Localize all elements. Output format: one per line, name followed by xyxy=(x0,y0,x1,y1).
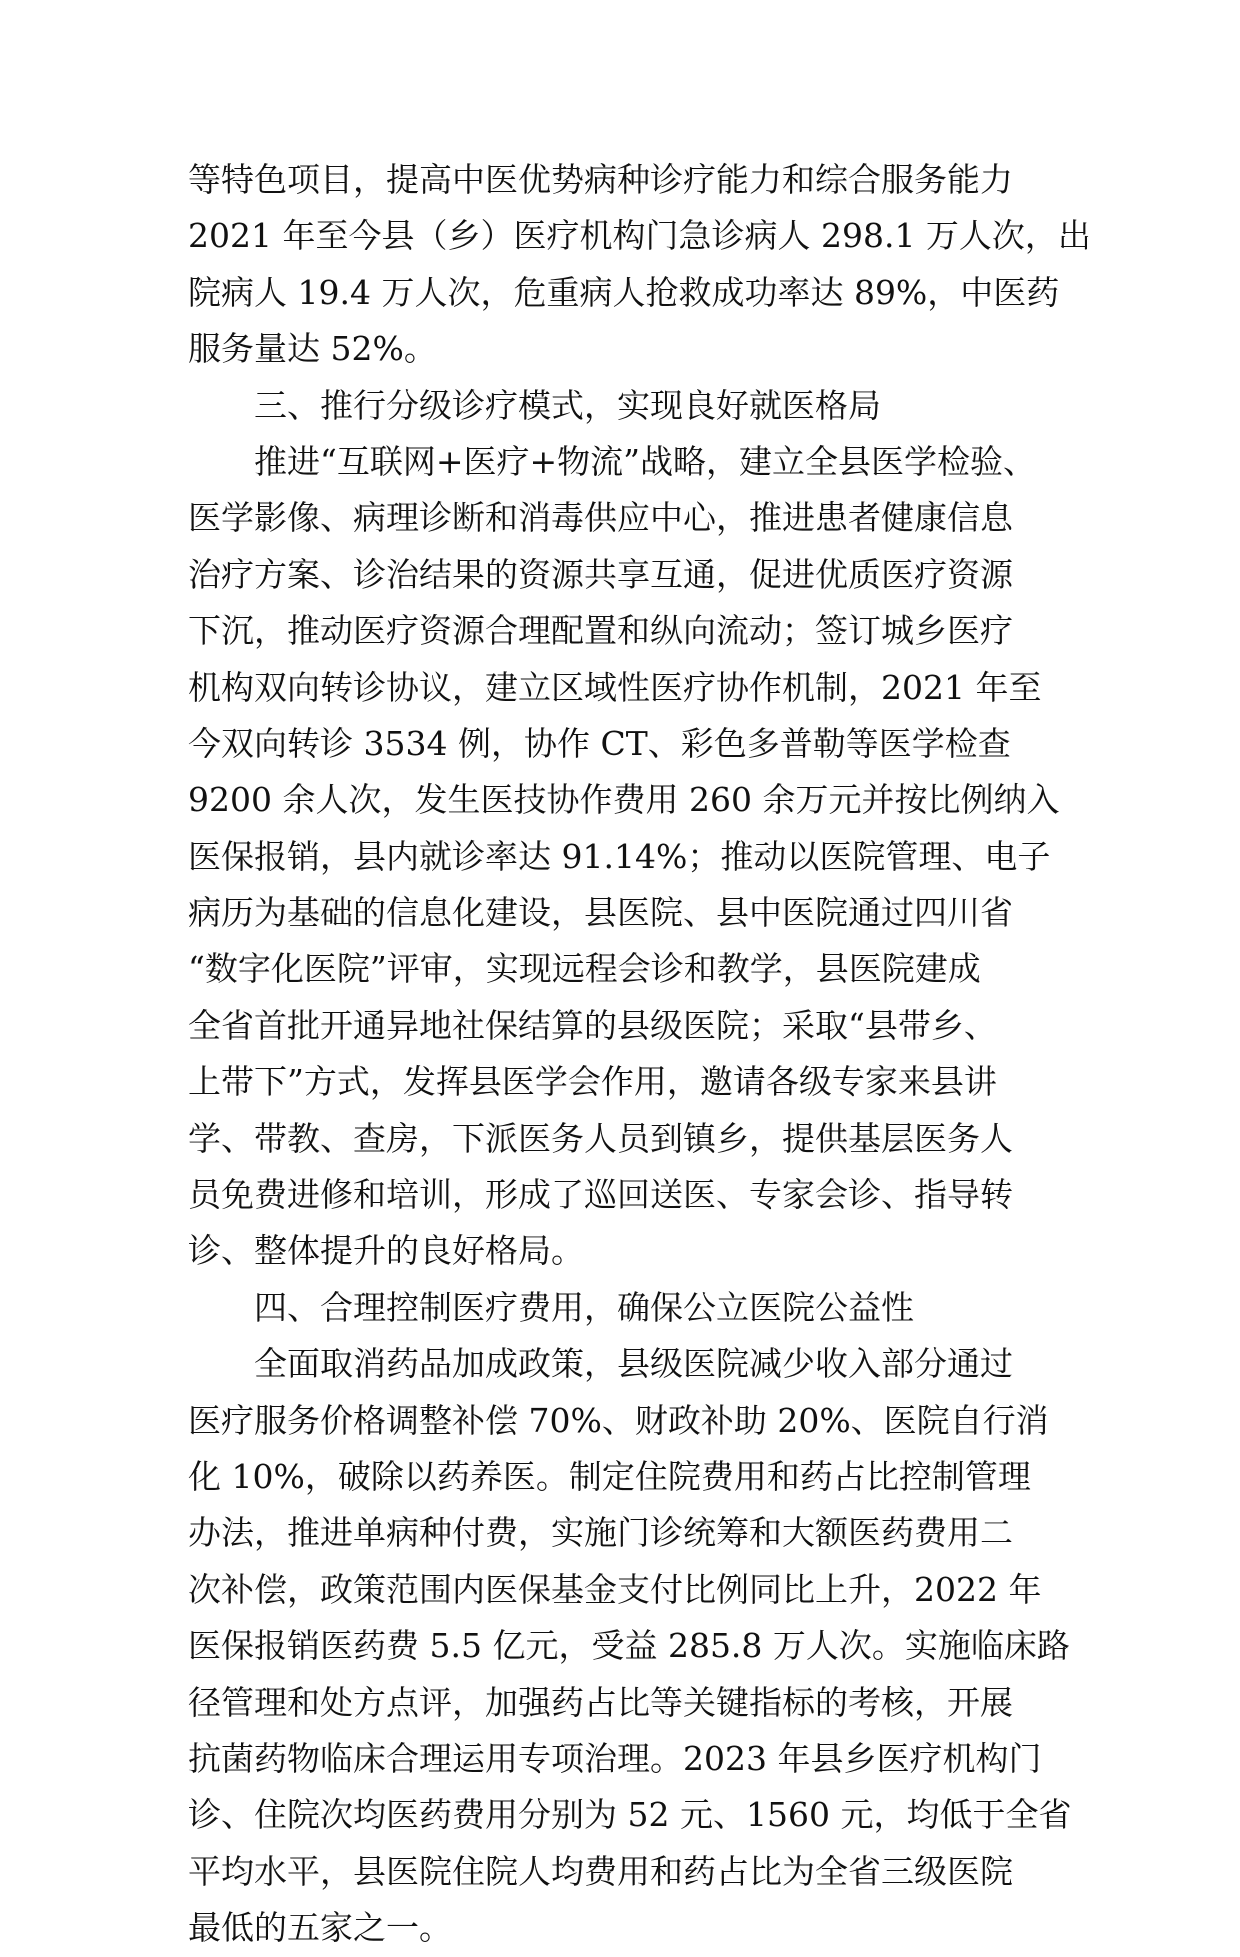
paragraph-section-4 xyxy=(188,1336,1072,1956)
section-heading-4 xyxy=(188,1280,1068,1336)
paragraph-section-3 xyxy=(188,434,1068,1280)
text-line: 医学影像、病理诊断和消毒供应中心，推进患者健康信息 xyxy=(188,498,1013,538)
text-line: 服务量达 52%。 xyxy=(188,329,437,369)
heading-text: 三、推行分级诊疗模式，实现良好就医格局 xyxy=(254,385,881,425)
text-line: 医保报销医药费 5.5 亿元，受益 285.8 万人次。实施临床路 xyxy=(188,1626,1070,1666)
text-line: 上带下”方式，发挥县医学会作用，邀请各级专家来县讲 xyxy=(188,1062,997,1102)
body-text xyxy=(188,152,1091,1957)
paragraph-continuation xyxy=(188,152,1091,378)
text-line: 病历为基础的信息化建设，县医院、县中医院通过四川省 xyxy=(188,893,1013,933)
text-line: 机构双向转诊协议，建立区域性医疗协作机制，2021 年至 xyxy=(188,667,1042,707)
text-line: 次补偿，政策范围内医保基金支付比例同比上升，2022 年 xyxy=(188,1569,1042,1609)
text-line: 径管理和处方点评，加强药占比等关键指标的考核，开展 xyxy=(188,1682,1013,1722)
text-line: 医疗服务价格调整补偿 70%、财政补助 20%、医院自行消 xyxy=(188,1400,1049,1440)
text-line: 推进“互联网+医疗+物流”战略，建立全县医学检验、 xyxy=(254,441,1037,481)
text-line: 9200 余人次，发生医技协作费用 260 余万元并按比例纳入 xyxy=(188,780,1060,820)
text-line: 化 10%，破除以药养医。制定住院费用和药占比控制管理 xyxy=(188,1456,1031,1496)
text-line: 学、带教、查房，下派医务人员到镇乡，提供基层医务人 xyxy=(188,1118,1013,1158)
text-line: 平均水平，县医院住院人均费用和药占比为全省三级医院 xyxy=(188,1851,1013,1891)
text-line: 医保报销，县内就诊率达 91.14%；推动以医院管理、电子 xyxy=(188,836,1051,876)
text-line: 诊、整体提升的良好格局。 xyxy=(188,1231,584,1271)
text-line: “数字化医院”评审，实现远程会诊和教学，县医院建成 xyxy=(188,949,981,989)
text-line: 全面取消药品加成政策，县级医院减少收入部分通过 xyxy=(254,1344,1013,1384)
text-line: 院病人 19.4 万人次，危重病人抢救成功率达 89%，中医药 xyxy=(188,272,1060,312)
text-line: 员免费进修和培训，形成了巡回送医、专家会诊、指导转 xyxy=(188,1175,1013,1215)
heading-text: 四、合理控制医疗费用，确保公立医院公益性 xyxy=(254,1287,914,1327)
text-line: 今双向转诊 3534 例，协作 CT、彩色多普勒等医学检查 xyxy=(188,723,1011,763)
text-line: 2021 年至今县（乡）医疗机构门急诊病人 298.1 万人次，出 xyxy=(188,216,1091,256)
text-line: 诊、住院次均医药费用分别为 52 元、1560 元，均低于全省 xyxy=(188,1795,1072,1835)
section-heading-3 xyxy=(188,378,1068,434)
text-line: 抗菌药物临床合理运用专项治理。2023 年县乡医疗机构门 xyxy=(188,1738,1042,1778)
text-line: 下沉，推动医疗资源合理配置和纵向流动；签订城乡医疗 xyxy=(188,611,1013,651)
text-line: 最低的五家之一。 xyxy=(188,1908,452,1948)
text-line: 办法，推进单病种付费，实施门诊统筹和大额医药费用二 xyxy=(188,1513,1013,1553)
text-line: 等特色项目，提高中医优势病种诊疗能力和综合服务能力 xyxy=(188,160,1013,199)
text-line: 治疗方案、诊治结果的资源共享互通，促进优质医疗资源 xyxy=(188,554,1013,594)
text-line: 全省首批开通异地社保结算的县级医院；采取“县带乡、 xyxy=(188,1005,997,1045)
